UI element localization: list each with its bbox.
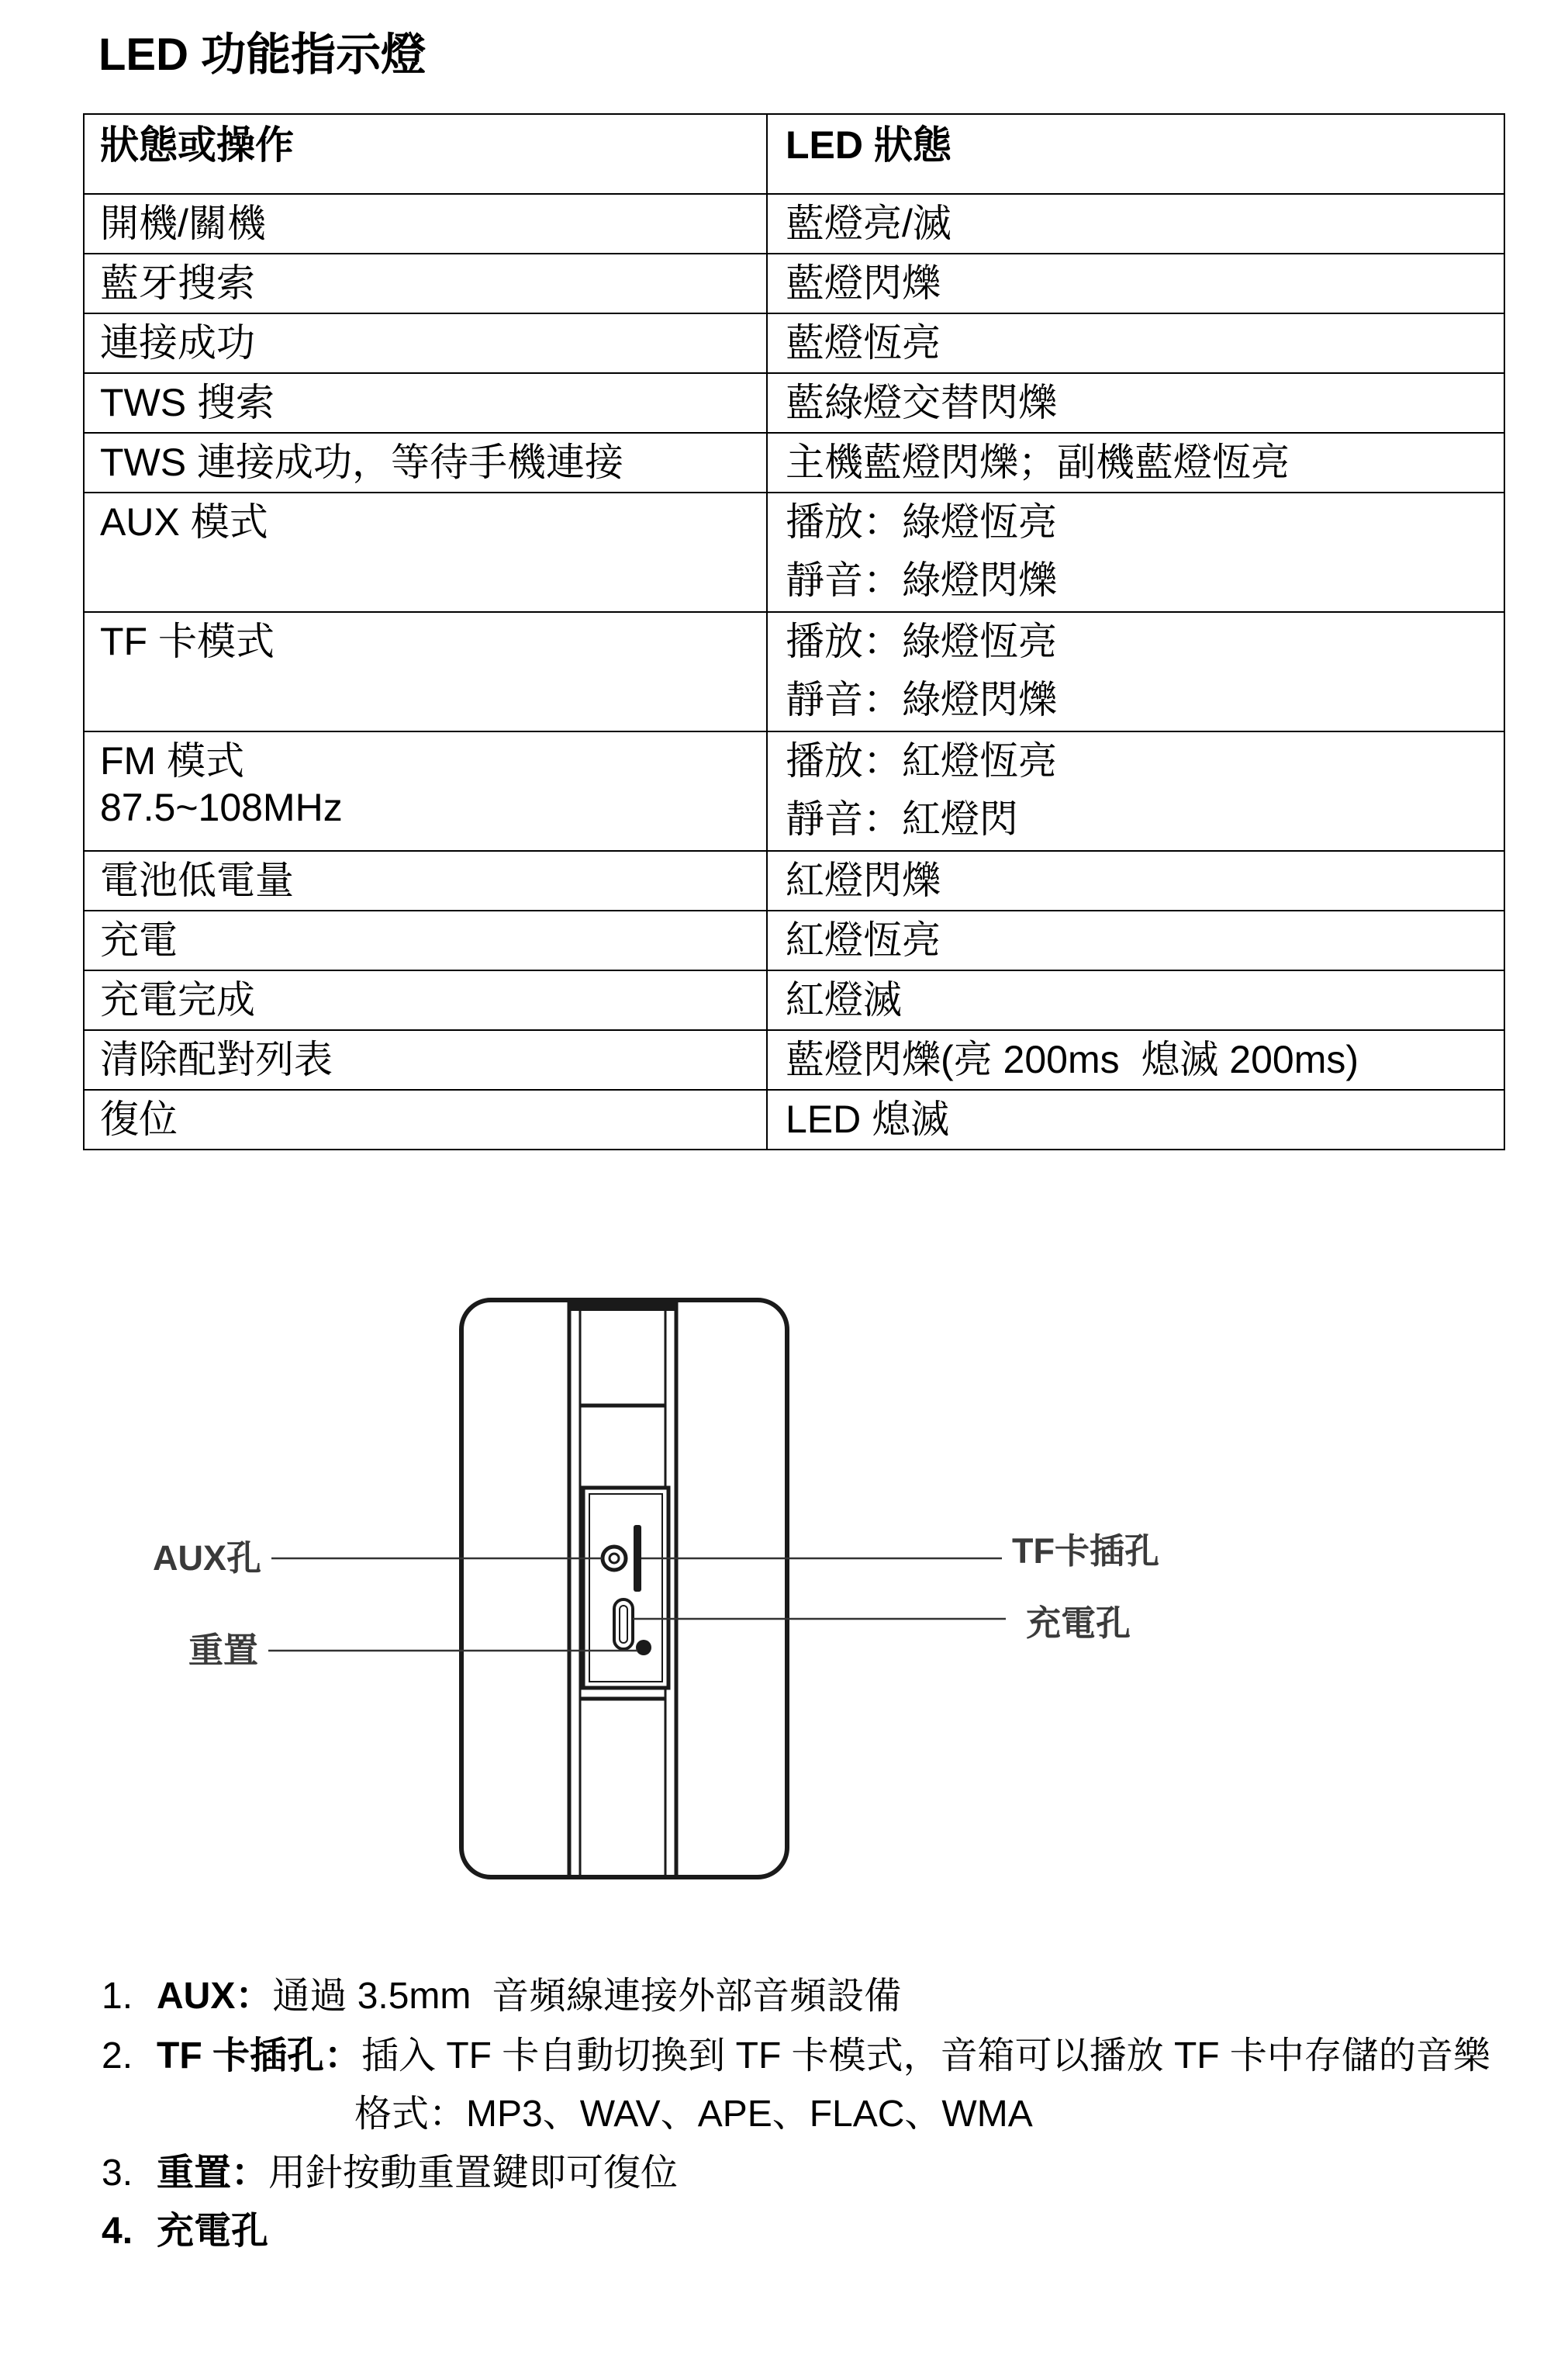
- cell-line: 靜音：綠燈閃爍: [786, 678, 1057, 721]
- led-cell: [768, 613, 1504, 731]
- cell-line: 紅燈滅: [786, 978, 902, 1022]
- cell-line: TWS 搜索: [100, 381, 275, 424]
- list-text: 用針按動重置鍵即可復位: [268, 2153, 679, 2194]
- cell-line: 藍燈恆亮: [786, 321, 941, 365]
- usb-c-port-icon: [614, 1599, 633, 1649]
- led-cell: [768, 732, 1504, 850]
- cell-line: TWS 連接成功，等待手機連接: [100, 441, 623, 484]
- state-cell: [85, 195, 768, 253]
- cell-line: TF 卡模式: [100, 620, 275, 663]
- cell-line: FM 模式: [100, 739, 245, 783]
- led-cell: [768, 911, 1504, 970]
- cell-line: 87.5~108MHz: [100, 786, 343, 829]
- list-item-continuation: [0, 2085, 1568, 2144]
- state-cell: [85, 732, 768, 850]
- cell-line: 藍燈閃爍(亮 200ms 熄滅 200ms): [786, 1038, 1359, 1081]
- header-label: 狀態或操作: [100, 123, 294, 167]
- port-panel: [583, 1488, 668, 1688]
- state-cell: [85, 1031, 768, 1089]
- cell-line: 主機藍燈閃爍；副機藍燈恆亮: [786, 441, 1290, 484]
- table-row: [85, 850, 1504, 910]
- cell-line: 充電: [100, 918, 178, 962]
- led-cell: [768, 1031, 1504, 1089]
- table-row: [85, 910, 1504, 970]
- led-cell: [768, 971, 1504, 1029]
- list-item: [0, 1967, 1568, 2026]
- list-number: 4.: [102, 2211, 133, 2252]
- list-content: [157, 2144, 678, 2203]
- cell-line: 藍燈亮/滅: [786, 202, 952, 245]
- speaker-back-diagram: [0, 1272, 1568, 1908]
- cell-line: 靜音：紅燈閃: [786, 797, 1018, 841]
- list-item: [0, 2027, 1568, 2086]
- led-status-table: [83, 113, 1505, 1150]
- list-content: [157, 2202, 268, 2261]
- center-strip-top-band: [569, 1300, 676, 1311]
- led-cell: [768, 195, 1504, 253]
- cell-line: 電池低電量: [100, 859, 294, 902]
- list-item: [0, 2144, 1568, 2203]
- list-label: 重置：: [157, 2153, 269, 2194]
- state-cell: [85, 971, 768, 1029]
- table-row: [85, 492, 1504, 611]
- table-row: [85, 372, 1504, 432]
- cell-line: 清除配對列表: [100, 1038, 333, 1081]
- table-header-row: [85, 115, 1504, 193]
- tf-slot-label: TF卡插孔: [1012, 1531, 1159, 1571]
- list-item: [0, 2202, 1568, 2261]
- cell-line: 連接成功: [100, 321, 255, 365]
- table-row: [85, 313, 1504, 372]
- table-row: [85, 1089, 1504, 1149]
- led-cell: [768, 1091, 1504, 1149]
- cell-line: LED 熄滅: [786, 1098, 950, 1141]
- header-label: LED 狀態: [786, 123, 952, 167]
- list-number: 3.: [102, 2153, 133, 2194]
- state-cell: [85, 254, 768, 313]
- state-cell: [85, 852, 768, 910]
- state-cell: [85, 434, 768, 492]
- cell-line: 播放：綠燈恆亮: [786, 620, 1057, 663]
- list-number: 1.: [102, 1976, 133, 2017]
- table-row: [85, 193, 1504, 253]
- table-header-state: [85, 115, 768, 193]
- state-cell: [85, 911, 768, 970]
- led-cell: [768, 254, 1504, 313]
- table-row: [85, 970, 1504, 1029]
- list-label: AUX：: [157, 1976, 273, 2017]
- led-cell: [768, 434, 1504, 492]
- cell-line: 播放：紅燈恆亮: [786, 739, 1057, 783]
- list-content: [157, 1967, 901, 2026]
- cell-line: 靜音：綠燈閃爍: [786, 558, 1057, 602]
- list-text: 通過 3.5mm 音頻線連接外部音頻設備: [272, 1976, 902, 2017]
- table-header-led: [768, 115, 1504, 193]
- table-row: [85, 253, 1504, 313]
- table-row: [85, 731, 1504, 850]
- led-cell: [768, 314, 1504, 372]
- state-cell: [85, 493, 768, 611]
- cell-line: AUX 模式: [100, 500, 268, 544]
- table-row: [85, 1029, 1504, 1089]
- cell-line: 開機/關機: [100, 202, 266, 245]
- page-title: LED 功能指示燈: [98, 29, 427, 80]
- list-label: 充電孔: [157, 2211, 269, 2252]
- cell-line: 播放：綠燈恆亮: [786, 500, 1057, 544]
- list-label: TF 卡插孔：: [157, 2035, 361, 2076]
- led-cell: [768, 374, 1504, 432]
- state-cell: [85, 314, 768, 372]
- state-cell: [85, 613, 768, 731]
- tf-slot-icon: [634, 1525, 641, 1592]
- list-content: [157, 2027, 1490, 2086]
- led-cell: [768, 493, 1504, 611]
- table-row: [85, 432, 1504, 492]
- list-number: 2.: [102, 2035, 133, 2076]
- cell-line: 復位: [100, 1098, 178, 1141]
- cell-line: 充電完成: [100, 978, 255, 1022]
- cell-line: 紅燈閃爍: [786, 859, 941, 902]
- charge-port-label: 充電孔: [1026, 1603, 1131, 1643]
- led-cell: [768, 852, 1504, 910]
- state-cell: [85, 374, 768, 432]
- cell-line: 藍牙搜索: [100, 261, 255, 305]
- reset-label: 重置: [188, 1630, 258, 1670]
- cell-line: 藍綠燈交替閃爍: [786, 381, 1057, 424]
- table-row: [85, 611, 1504, 731]
- aux-port-label: AUX孔: [152, 1538, 261, 1578]
- list-text: 格式：MP3、WAV、APE、FLAC、WMA: [354, 2094, 1033, 2135]
- list-text: 插入 TF 卡自動切換到 TF 卡模式，音箱可以播放 TF 卡中存儲的音樂: [361, 2035, 1490, 2076]
- cell-line: 藍燈閃爍: [786, 261, 941, 305]
- cell-line: 紅燈恆亮: [786, 918, 941, 962]
- reset-hole-icon: [636, 1640, 651, 1655]
- state-cell: [85, 1091, 768, 1149]
- aux-port-icon: [603, 1547, 626, 1570]
